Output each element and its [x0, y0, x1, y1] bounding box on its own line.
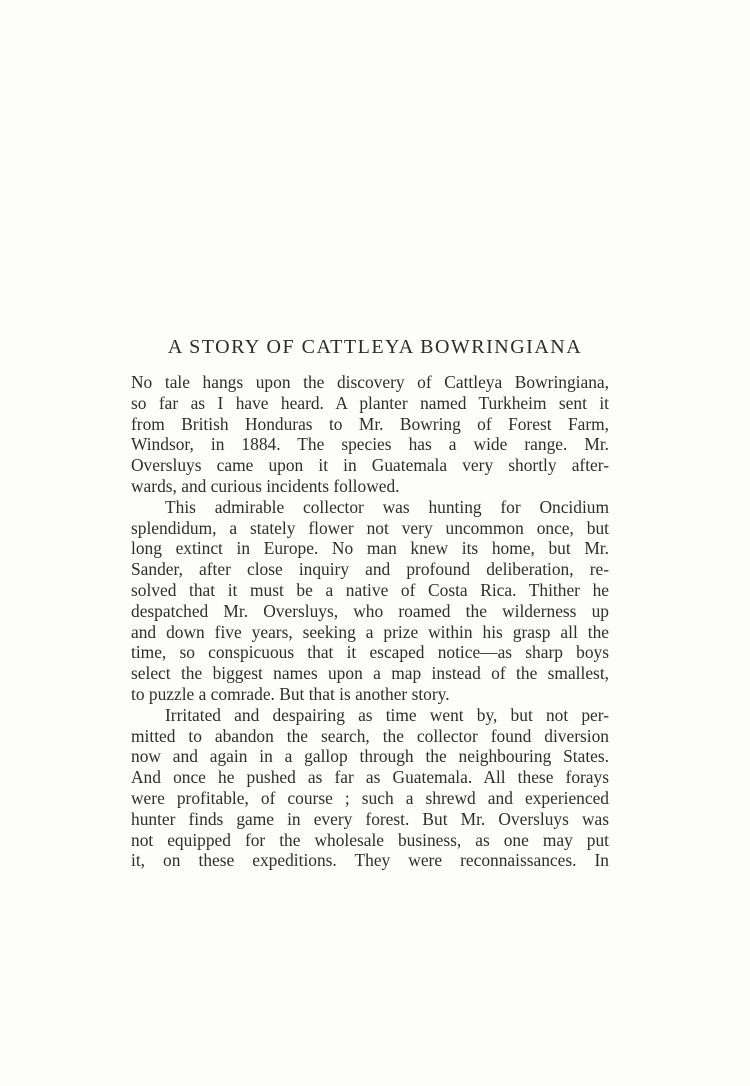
text-line: Sander, after close inquiry and profound deliberation, re-	[131, 559, 609, 580]
text-line: Oversluys came upon it in Guatemala very shortly after-	[131, 455, 609, 476]
text-line: This admirable collector was hunting for Oncidium	[165, 496, 609, 517]
text-line: Irritated and despairing as time went by, but not per-	[165, 704, 609, 725]
text-line: And once he pushed as far as Guatemala. All these forays	[131, 767, 609, 788]
text-line: hunter finds game in every forest. But Mr. Oversluys was	[131, 808, 609, 829]
body-text	[131, 372, 609, 871]
text-line: solved that it must be a native of Costa Rica. Thither he	[131, 579, 609, 600]
text-line: mitted to abandon the search, the collector found diversion	[131, 725, 609, 746]
text-line: to puzzle a comrade. But that is another story.	[131, 683, 450, 704]
text-line: select the biggest names upon a map instead of the smallest,	[131, 663, 609, 684]
text-line: No tale hangs upon the discovery of Cattleya Bowringiana,	[131, 372, 609, 392]
text-line: long extinct in Europe. No man knew its home, but Mr.	[131, 538, 609, 559]
text-line: so far as I have heard. A planter named Turkheim sent it	[131, 392, 609, 413]
text-line: splendidum, a stately flower not very uncommon once, but	[131, 517, 609, 538]
text-line: were profitable, of course ; such a shrewd and experienced	[131, 787, 609, 808]
text-line: not equipped for the wholesale business, as one may put	[131, 829, 609, 850]
text-line: from British Honduras to Mr. Bowring of Forest Farm,	[131, 413, 609, 434]
text-line: Windsor, in 1884. The species has a wide range. Mr.	[131, 434, 609, 455]
text-line: wards, and curious incidents followed.	[131, 475, 400, 496]
text-line: and down five years, seeking a prize within his grasp all the	[131, 621, 609, 642]
text-line: it, on these expeditions. They were reconnaissances. In	[131, 850, 609, 871]
text-line: despatched Mr. Oversluys, who roamed the wilderness up	[131, 600, 609, 621]
text-line: time, so conspicuous that it escaped notice—as sharp boys	[131, 642, 609, 663]
text-line: now and again in a gallop through the neighbouring States.	[131, 746, 609, 767]
chapter-title: A STORY OF CATTLEYA BOWRINGIANA	[167, 336, 583, 358]
